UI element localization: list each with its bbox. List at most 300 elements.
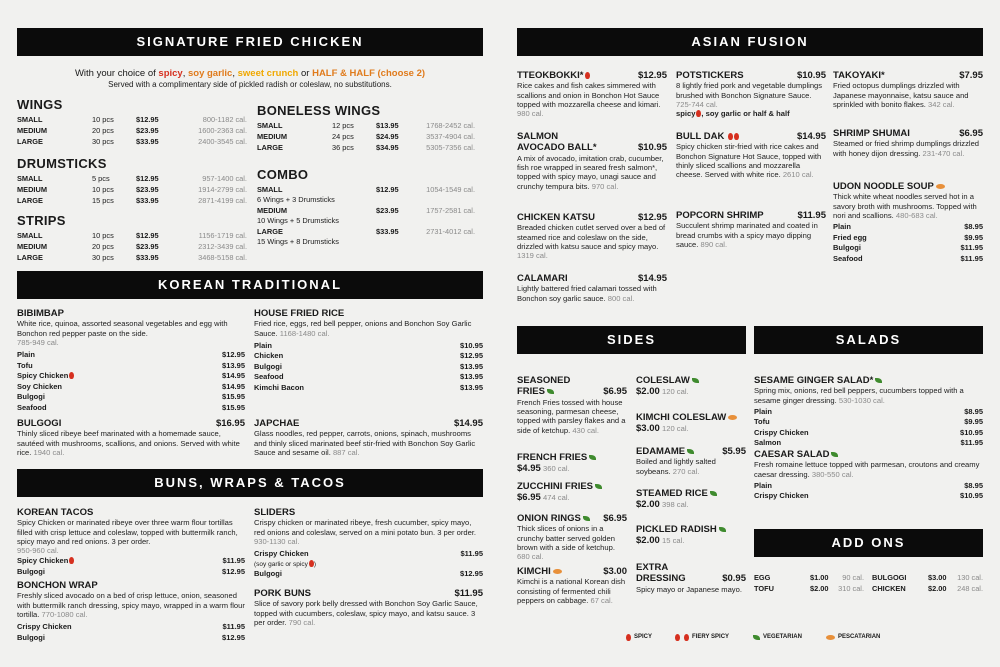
size-calories: 5305-7356 cal. <box>426 142 475 152</box>
size-label: SMALL <box>17 173 43 183</box>
extra-dressing-title: EXTRA <box>636 562 669 573</box>
onion-rings-price: $6.95 <box>603 513 627 524</box>
edamame-desc: Boiled and lightly salted soybeans. <box>636 457 716 476</box>
option-price: $8.95 <box>964 480 983 490</box>
option-name <box>254 362 282 373</box>
option-name <box>833 222 851 233</box>
pork-buns-cal: 790 cal. <box>288 617 316 627</box>
japchae-cal: 887 cal. <box>332 447 360 457</box>
option-name <box>17 350 35 361</box>
combo-row <box>257 184 487 195</box>
signature-banner: SIGNATURE FRIED CHICKEN <box>17 28 483 56</box>
size-label: LARGE <box>257 142 283 152</box>
option-name <box>754 428 809 439</box>
combo-row <box>257 226 487 237</box>
kimchi-coleslaw-title: KIMCHI COLESLAW <box>636 412 746 423</box>
takoyaki-desc: Fried octopus dumplings drizzled with Japanese mayonnaise, katsu sauce and sprinkled with bonito flakes. <box>833 81 969 109</box>
option-label: Plain <box>754 480 772 490</box>
option-price: $11.95 <box>222 622 245 632</box>
japchae-item <box>254 418 483 457</box>
option-price: $11.95 <box>222 556 245 566</box>
piece-count: 30 pcs <box>92 136 114 146</box>
option-name <box>17 382 62 393</box>
size-label: LARGE <box>17 195 43 205</box>
option-label: Spicy Chicken <box>17 371 69 381</box>
combo-contents: 10 Wings + 5 Drumsticks <box>257 215 339 225</box>
option-label: Plain <box>754 406 772 416</box>
bulldak-title: BULL DAK <box>676 131 739 142</box>
option-label: Crispy Chicken <box>754 427 809 437</box>
size-row <box>17 230 247 241</box>
katsu-desc: Breaded chicken cutlet served over a bed of steamed rice and coleslaw on the side, drizzled with katsu sauce and spicy mayo. <box>517 223 666 251</box>
spicy-icon <box>69 557 74 564</box>
salmon-price: $10.95 <box>637 142 667 154</box>
addon-row: TOFU $2.00 310 cal. <box>754 584 864 593</box>
option-name <box>17 556 74 567</box>
kimchi-item <box>517 566 627 605</box>
option-label: Tofu <box>17 360 33 370</box>
house-rice-item <box>254 308 483 393</box>
vegetarian-icon <box>589 455 596 460</box>
vegetarian-icon <box>595 484 602 489</box>
pork-buns-price: $11.95 <box>454 588 483 599</box>
option-price: $8.95 <box>964 222 983 232</box>
size-row <box>17 114 247 125</box>
coleslaw-price: $2.00 <box>636 386 660 398</box>
onion-rings-item <box>517 513 627 561</box>
vegetarian-icon <box>687 449 694 454</box>
option-name <box>17 403 47 414</box>
option-label: Crispy Chicken <box>754 491 809 501</box>
vegetarian-icon <box>710 491 717 496</box>
option-price: $12.95 <box>222 350 245 360</box>
calamari-desc: Lightly battered fried calamari tossed with Bonchon soy garlic sauce. <box>517 284 657 303</box>
pickled-radish-item <box>636 524 746 547</box>
pescatarian-icon <box>553 569 562 574</box>
size-row <box>17 252 247 263</box>
pickled-radish-price: $2.00 <box>636 535 660 547</box>
tteokbokki-desc: Rice cakes and fish cakes simmered with scallions and onion in Bonchon Hot Sauce topped with mozzarella cheese and kimari. <box>517 81 661 109</box>
legend <box>625 634 983 641</box>
bibimbap-item <box>17 308 245 413</box>
udon-cal: 480-683 cal. <box>895 210 938 220</box>
calamari-cal: 800 cal. <box>607 293 635 303</box>
size-price: $33.95 <box>136 136 159 146</box>
wrap-cal: 770-1080 cal. <box>41 609 88 619</box>
size-calories: 1914-2799 cal. <box>198 184 247 194</box>
spicy-icon <box>585 72 590 79</box>
sliders-cal: 930-1130 cal. <box>254 536 300 546</box>
option-label: Soy Chicken <box>17 381 63 391</box>
wings-title: WINGS <box>17 97 63 112</box>
fiery-spicy-icon <box>675 634 680 641</box>
shumai-item <box>833 128 983 158</box>
piece-count: 20 pcs <box>92 125 114 135</box>
option-label: Fried egg <box>833 232 867 242</box>
piece-count: 5 pcs <box>92 173 110 183</box>
size-price: $12.95 <box>136 230 159 240</box>
drumsticks-section <box>17 156 247 206</box>
size-calories: 1054-1549 cal. <box>426 184 475 194</box>
kimchi-coleslaw-item <box>636 412 746 435</box>
option-price: $14.95 <box>222 381 245 391</box>
strips-title: STRIPS <box>17 213 66 228</box>
option-row <box>833 222 983 233</box>
house-rice-title: HOUSE FRIED RICE <box>254 308 345 319</box>
asian-banner: ASIAN FUSION <box>517 28 983 56</box>
size-calories: 1156-1719 cal. <box>198 230 247 240</box>
option-row <box>754 417 983 428</box>
legend-vegetarian: VEGETARIAN <box>751 634 802 641</box>
vegetarian-icon <box>831 452 838 457</box>
option-row <box>754 428 983 439</box>
size-calories: 800-1182 cal. <box>202 114 247 124</box>
japchae-desc: Glass noodles, red pepper, carrots, onions, spinach, mushrooms and thinly sliced marinated beef stir-fried with Bonchon Soy Garlic Sauce and sesame oil. <box>254 429 476 457</box>
size-label: SMALL <box>257 184 283 194</box>
option-row <box>17 403 245 414</box>
zucchini-fries-item <box>517 481 627 504</box>
size-row <box>257 131 487 142</box>
pork-buns-item <box>254 588 483 627</box>
option-row <box>254 351 483 362</box>
option-row <box>254 341 483 352</box>
option-price: $11.95 <box>960 253 983 263</box>
caesar-salad-item <box>754 449 983 502</box>
sliders-option: Bulgogi $12.95 <box>254 568 483 578</box>
fiery-spicy-icon <box>684 634 689 641</box>
size-price: $24.95 <box>376 131 399 141</box>
japchae-title: JAPCHAE <box>254 418 300 429</box>
wrap-item <box>17 580 245 643</box>
salmon-cal: 970 cal. <box>591 181 619 191</box>
kimchi-title: KIMCHI <box>517 566 562 577</box>
salmon-title: SALMON <box>517 131 559 142</box>
size-label: MEDIUM <box>17 184 47 194</box>
option-row <box>833 243 983 254</box>
size-row <box>257 142 487 153</box>
option-price: $13.95 <box>460 372 483 382</box>
addons-banner: ADD ONS <box>754 529 983 557</box>
sliders-title: SLIDERS <box>254 507 296 518</box>
salmon-item <box>517 131 667 191</box>
salmon-title-2: AVOCADO BALL* <box>517 142 597 154</box>
size-row <box>17 184 247 195</box>
pickled-radish-title: PICKLED RADISH <box>636 524 746 535</box>
legend-spicy: SPICY <box>625 634 652 641</box>
size-calories: 957-1400 cal. <box>202 173 247 183</box>
option-row <box>17 567 245 578</box>
option-name <box>254 372 284 383</box>
coleslaw-title: COLESLAW <box>636 375 746 386</box>
option-row <box>17 392 245 403</box>
popcorn-title: POPCORN SHRIMP <box>676 210 764 221</box>
pescatarian-icon <box>728 415 737 420</box>
size-label: SMALL <box>257 120 283 130</box>
option-label: Plain <box>833 222 851 232</box>
pork-buns-desc: Slice of savory pork belly dressed with Bonchon Soy Garlic Sauce, topped with cucumbers, coleslaw, spicy mayo, and katsu sauce. 3 per order. <box>254 599 478 627</box>
kimchi-coleslaw-price: $3.00 <box>636 423 660 435</box>
size-price: $12.95 <box>376 184 399 194</box>
kimchi-coleslaw-cal: 120 cal. <box>662 424 689 434</box>
edamame-title: EDAMAME <box>636 446 694 457</box>
spicy-icon <box>626 634 631 641</box>
option-row <box>17 350 245 361</box>
vegetarian-icon <box>719 527 726 532</box>
sesame-salad-cal: 530-1030 cal. <box>838 395 885 405</box>
bibimbap-desc: White rice, quinoa, assorted seasonal vegetables and egg with Bonchon red pepper paste on the side. <box>17 319 228 338</box>
option-label: Kimchi Bacon <box>254 382 305 392</box>
seasoned-fries-title: SEASONED <box>517 375 571 386</box>
tacos-title: KOREAN TACOS <box>17 507 94 518</box>
option-price: $14.95 <box>222 371 245 381</box>
option-name <box>17 361 33 372</box>
option-row <box>17 371 245 382</box>
salmon-desc: A mix of avocado, imitation crab, cucumber, fish roe wrapped in seared fresh salmon*, topped with spicy mayo, unagi sauce and crunchy tempura bits. <box>517 153 664 191</box>
tacos-desc: Spicy Chicken or marinated ribeye over three warm flour tortillas filled with crisp lettuce and coleslaw, topped with buttermilk ranch, spicy mayo and red onions. 3 per order. <box>17 518 238 546</box>
seasoned-fries-cal: 430 cal. <box>572 425 599 435</box>
option-price: $11.95 <box>960 243 983 253</box>
option-label: Tofu <box>754 417 770 427</box>
option-price: $12.95 <box>222 632 245 642</box>
signature-served: Served with a complimentary side of pickled radish or coleslaw, no substitutions. <box>108 80 392 89</box>
option-name <box>833 233 867 244</box>
tacos-item <box>17 507 245 577</box>
vegetarian-icon <box>875 378 882 383</box>
size-calories: 3468-5158 cal. <box>198 252 247 262</box>
option-label: Crispy Chicken <box>17 622 72 632</box>
option-name <box>833 254 863 265</box>
option-price: $15.95 <box>222 392 245 402</box>
option-row <box>17 361 245 372</box>
piece-count: 24 pcs <box>332 131 354 141</box>
signature-intro: With your choice of spicy, soy garlic, sweet crunch or HALF & HALF (choose 2) <box>74 68 426 79</box>
vegetarian-icon <box>753 635 760 640</box>
steamed-rice-item <box>636 488 746 511</box>
option-price: $10.95 <box>460 340 483 350</box>
size-row <box>17 173 247 184</box>
option-price: $12.95 <box>460 351 483 361</box>
buns-banner: BUNS, WRAPS & TACOS <box>17 469 483 497</box>
tteokbokki-item <box>517 70 667 118</box>
spicy-icon <box>69 372 74 379</box>
shumai-desc: Steamed or fried shrimp dumplings drizzled with honey dijon dressing. <box>833 139 980 158</box>
onion-rings-cal: 680 cal. <box>517 552 544 562</box>
potstickers-title: POTSTICKERS <box>676 70 744 81</box>
size-label: MEDIUM <box>257 131 287 141</box>
size-price: $23.95 <box>136 184 159 194</box>
boneless-section <box>257 103 487 153</box>
potstickers-options: spicy , soy garlic or half & half <box>676 109 790 119</box>
sesame-salad-desc: Spring mix, onions, red bell peppers, cucumbers topped with a sesame ginger dressing. <box>754 386 964 405</box>
size-price: $23.95 <box>136 125 159 135</box>
steamed-rice-title: STEAMED RICE <box>636 488 746 499</box>
house-rice-cal: 1168-1480 cal. <box>279 328 330 338</box>
option-label: Bulgogi <box>254 361 282 371</box>
seasoned-fries-desc: French Fries tossed with house seasoning, parmesan cheese, topped with parsley flakes and a side of ketchup. <box>517 397 626 435</box>
boneless-title: BONELESS WINGS <box>257 103 381 118</box>
option-row <box>754 481 983 492</box>
option-row <box>754 407 983 418</box>
option-price: $15.95 <box>222 402 245 412</box>
addon-row: EGG $1.00 90 cal. <box>754 573 864 582</box>
vegetarian-icon <box>547 389 554 394</box>
piece-count: 10 pcs <box>92 184 114 194</box>
bulldak-cal: 2610 cal. <box>782 170 814 180</box>
vegetarian-icon <box>692 378 699 383</box>
option-name <box>17 567 45 578</box>
takoyaki-price: $7.95 <box>959 70 983 81</box>
katsu-item <box>517 212 667 260</box>
size-price: $23.95 <box>376 205 399 215</box>
shumai-title: SHRIMP SHUMAI <box>833 128 910 139</box>
calamari-title: CALAMARI <box>517 273 568 284</box>
option-name <box>17 622 72 633</box>
option-row <box>833 233 983 244</box>
pescatarian-icon <box>936 184 945 189</box>
pickled-radish-cal: 15 cal. <box>662 536 685 546</box>
option-row <box>254 372 483 383</box>
option-price: $13.95 <box>460 361 483 371</box>
size-calories: 3537-4904 cal. <box>426 131 475 141</box>
house-rice-desc: Fried rice, eggs, red bell pepper, onions and Bonchon Soy Garlic Sauce. <box>254 319 472 338</box>
size-calories: 2871-4199 cal. <box>198 195 247 205</box>
size-label: SMALL <box>17 230 43 240</box>
option-row <box>754 491 983 502</box>
edamame-price: $5.95 <box>722 446 746 457</box>
size-calories: 2312-3439 cal. <box>198 241 247 251</box>
option-row <box>754 438 983 449</box>
option-label: Plain <box>254 340 272 350</box>
potstickers-item <box>676 70 826 118</box>
strips-section <box>17 213 247 263</box>
size-calories: 1768-2452 cal. <box>426 120 475 130</box>
combo-section <box>257 167 487 247</box>
wings-section <box>17 97 247 147</box>
tteokbokki-cal: 980 cal. <box>517 109 544 119</box>
combo-contents: 6 Wings + 3 Drumsticks <box>257 194 335 204</box>
size-price: $33.95 <box>136 195 159 205</box>
option-row <box>254 362 483 373</box>
addons-list <box>754 572 983 594</box>
udon-item <box>833 181 983 264</box>
size-label: MEDIUM <box>17 125 47 135</box>
size-calories: 1600-2363 cal. <box>198 125 247 135</box>
size-label: LARGE <box>17 252 43 262</box>
option-name <box>754 417 770 428</box>
sliders-option: Crispy Chicken $11.95 <box>254 549 483 559</box>
sesame-salad-item <box>754 375 983 449</box>
bibimbap-cal: 785-949 cal. <box>17 337 59 347</box>
option-label: Bulgogi <box>17 392 45 402</box>
kimchi-desc: Kimchi is a national Korean dish consisting of fermented chili peppers on cabbage. <box>517 577 626 605</box>
udon-desc: Thick white wheat noodles served hot in a savory broth with mushrooms. Topped with nori and scallions. <box>833 192 977 220</box>
addon-row: CHICKEN $2.00 248 cal. <box>872 584 983 593</box>
option-name <box>254 351 283 362</box>
option-name <box>754 407 772 418</box>
zucchini-fries-price: $6.95 <box>517 492 541 504</box>
option-label: Salmon <box>754 438 782 448</box>
size-calories: 1757-2581 cal. <box>426 205 475 215</box>
popcorn-item <box>676 210 826 249</box>
caesar-salad-desc: Fresh romaine lettuce topped with parmesan, croutons and creamy caesar dressing. <box>754 460 980 479</box>
option-row <box>17 382 245 393</box>
size-row <box>17 195 247 206</box>
katsu-cal: 1319 cal. <box>517 251 548 261</box>
steamed-rice-cal: 398 cal. <box>662 500 689 510</box>
katsu-title: CHICKEN KATSU <box>517 212 595 223</box>
option-name <box>754 491 809 502</box>
potstickers-cal: 725-744 cal. <box>676 99 718 109</box>
zucchini-fries-title: ZUCCHINI FRIES <box>517 481 627 492</box>
option-label: Chicken <box>254 351 284 361</box>
kimchi-cal: 67 cal. <box>590 595 613 605</box>
size-calories: 2731-4012 cal. <box>426 226 475 236</box>
extra-dressing-title-2: DRESSING <box>636 573 686 585</box>
size-row <box>17 241 247 252</box>
option-label: Spicy Chicken <box>17 556 69 566</box>
option-name <box>254 383 304 394</box>
zucchini-fries-cal: 474 cal. <box>543 493 570 503</box>
option-price: $10.95 <box>960 491 983 501</box>
size-label: MEDIUM <box>17 241 47 251</box>
size-row <box>17 125 247 136</box>
piece-count: 30 pcs <box>92 252 114 262</box>
legend-fiery: FIERY SPICY <box>674 634 729 641</box>
bibimbap-title: BIBIMBAP <box>17 308 64 319</box>
french-fries-item <box>517 452 627 475</box>
sesame-salad-title: SESAME GINGER SALAD* <box>754 375 983 386</box>
coleslaw-item <box>636 375 746 398</box>
bulldak-item <box>676 131 826 179</box>
steamed-rice-price: $2.00 <box>636 499 660 511</box>
edamame-item <box>636 446 746 476</box>
size-price: $34.95 <box>376 142 399 152</box>
option-name <box>754 481 772 492</box>
option-label: Seafood <box>17 402 47 412</box>
size-price: $12.95 <box>136 173 159 183</box>
bulgogi-cal: 1940 cal. <box>33 447 65 457</box>
piece-count: 20 pcs <box>92 241 114 251</box>
option-price: $8.95 <box>964 406 983 416</box>
extra-dressing-item <box>636 562 746 594</box>
size-price: $33.95 <box>136 252 159 262</box>
option-row <box>17 622 245 633</box>
option-label: Bulgogi <box>833 243 861 253</box>
option-row <box>17 556 245 567</box>
option-price: $9.95 <box>964 417 983 427</box>
potstickers-price: $10.95 <box>796 70 826 81</box>
tacos-cal: 950-960 cal. <box>17 546 59 556</box>
piece-count: 36 pcs <box>332 142 354 152</box>
size-price: $12.95 <box>136 114 159 124</box>
shumai-cal: 231-470 cal. <box>922 148 965 158</box>
seasoned-fries-title-2: FRIES <box>517 386 554 397</box>
seasoned-fries-item <box>517 375 627 435</box>
seasoned-fries-price: $6.95 <box>603 386 627 398</box>
fiery-spicy-icon <box>728 133 733 140</box>
option-name <box>17 371 74 382</box>
edamame-cal: 270 cal. <box>672 466 700 476</box>
option-name <box>754 438 781 449</box>
vegetarian-icon <box>583 516 590 521</box>
option-label: Seafood <box>254 372 284 382</box>
bulldak-price: $14.95 <box>796 131 826 142</box>
option-price: $13.95 <box>460 382 483 392</box>
option-label: Bulgogi <box>17 632 45 642</box>
legend-pescatarian: PESCATARIAN <box>824 634 880 641</box>
bulgogi-item <box>17 418 245 457</box>
option-price: $9.95 <box>964 232 983 242</box>
